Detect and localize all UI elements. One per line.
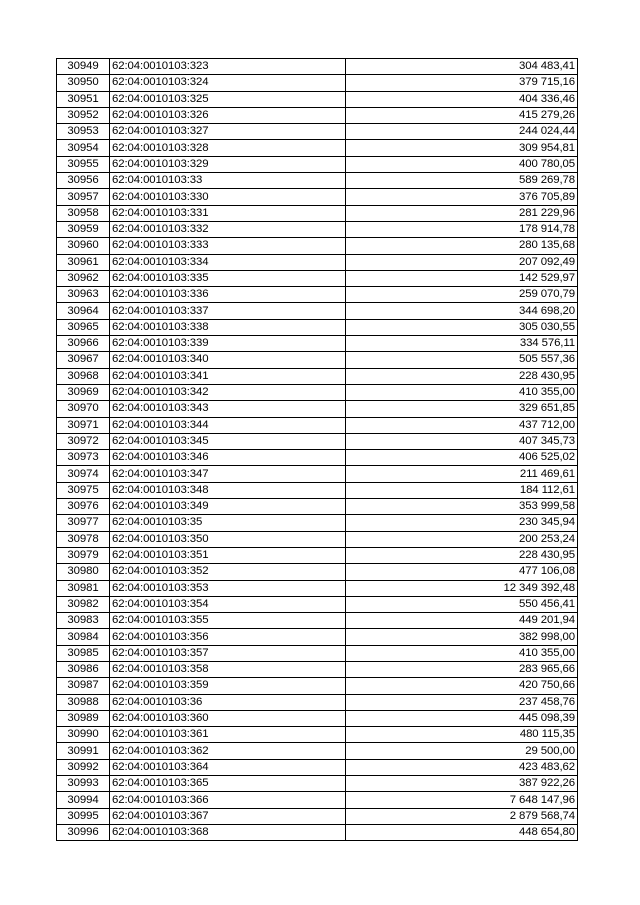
row-number-cell: 30979 bbox=[57, 547, 110, 563]
table-row bbox=[57, 140, 578, 156]
table-row bbox=[57, 384, 578, 400]
row-number-cell: 30972 bbox=[57, 433, 110, 449]
cadastral-value-cell: 415 279,26 bbox=[346, 107, 578, 123]
cadastral-number-cell: 62:04:0010103:362 bbox=[110, 743, 346, 759]
row-number-cell: 30989 bbox=[57, 710, 110, 726]
row-number-cell: 30991 bbox=[57, 743, 110, 759]
cadastral-number-cell: 62:04:0010103:340 bbox=[110, 352, 346, 368]
table-row bbox=[57, 156, 578, 172]
cadastral-number-cell: 62:04:0010103:324 bbox=[110, 75, 346, 91]
cadastral-number-cell: 62:04:0010103:360 bbox=[110, 710, 346, 726]
table-row bbox=[57, 59, 578, 75]
table-row bbox=[57, 515, 578, 531]
table-row bbox=[57, 319, 578, 335]
cadastral-value-cell: 477 106,08 bbox=[346, 564, 578, 580]
row-number-cell: 30950 bbox=[57, 75, 110, 91]
cadastral-number-cell: 62:04:0010103:353 bbox=[110, 580, 346, 596]
row-number-cell: 30964 bbox=[57, 303, 110, 319]
row-number-cell: 30954 bbox=[57, 140, 110, 156]
cadastral-value-cell: 448 654,80 bbox=[346, 824, 578, 840]
cadastral-number-cell: 62:04:0010103:358 bbox=[110, 661, 346, 677]
cadastral-value-cell: 449 201,94 bbox=[346, 613, 578, 629]
cadastral-number-cell: 62:04:0010103:354 bbox=[110, 596, 346, 612]
table-row bbox=[57, 352, 578, 368]
row-number-cell: 30958 bbox=[57, 205, 110, 221]
row-number-cell: 30970 bbox=[57, 401, 110, 417]
cadastral-number-cell: 62:04:0010103:350 bbox=[110, 531, 346, 547]
cadastral-number-cell: 62:04:0010103:341 bbox=[110, 368, 346, 384]
cadastral-value-cell: 410 355,00 bbox=[346, 645, 578, 661]
cadastral-number-cell: 62:04:0010103:328 bbox=[110, 140, 346, 156]
table-row bbox=[57, 727, 578, 743]
row-number-cell: 30984 bbox=[57, 629, 110, 645]
cadastral-value-table bbox=[56, 58, 578, 841]
table-row bbox=[57, 221, 578, 237]
table-row bbox=[57, 270, 578, 286]
cadastral-value-cell: 178 914,78 bbox=[346, 221, 578, 237]
cadastral-value-cell: 280 135,68 bbox=[346, 238, 578, 254]
table-row bbox=[57, 189, 578, 205]
cadastral-number-cell: 62:04:0010103:352 bbox=[110, 564, 346, 580]
cadastral-value-cell: 237 458,76 bbox=[346, 694, 578, 710]
row-number-cell: 30949 bbox=[57, 59, 110, 75]
table-row bbox=[57, 710, 578, 726]
table-row bbox=[57, 808, 578, 824]
row-number-cell: 30986 bbox=[57, 661, 110, 677]
cadastral-value-cell: 304 483,41 bbox=[346, 59, 578, 75]
row-number-cell: 30973 bbox=[57, 450, 110, 466]
cadastral-value-cell: 382 998,00 bbox=[346, 629, 578, 645]
row-number-cell: 30969 bbox=[57, 384, 110, 400]
row-number-cell: 30959 bbox=[57, 221, 110, 237]
cadastral-number-cell: 62:04:0010103:361 bbox=[110, 727, 346, 743]
row-number-cell: 30994 bbox=[57, 792, 110, 808]
row-number-cell: 30974 bbox=[57, 466, 110, 482]
cadastral-number-cell: 62:04:0010103:357 bbox=[110, 645, 346, 661]
row-number-cell: 30990 bbox=[57, 727, 110, 743]
cadastral-value-cell: 305 030,55 bbox=[346, 319, 578, 335]
row-number-cell: 30952 bbox=[57, 107, 110, 123]
cadastral-number-cell: 62:04:0010103:36 bbox=[110, 694, 346, 710]
table-row bbox=[57, 596, 578, 612]
table-row bbox=[57, 743, 578, 759]
row-number-cell: 30953 bbox=[57, 124, 110, 140]
table-row bbox=[57, 694, 578, 710]
cadastral-value-cell: 445 098,39 bbox=[346, 710, 578, 726]
table-row bbox=[57, 91, 578, 107]
table-row bbox=[57, 417, 578, 433]
cadastral-value-cell: 376 705,89 bbox=[346, 189, 578, 205]
cadastral-number-cell: 62:04:0010103:365 bbox=[110, 776, 346, 792]
cadastral-value-cell: 207 092,49 bbox=[346, 254, 578, 270]
cadastral-number-cell: 62:04:0010103:343 bbox=[110, 401, 346, 417]
cadastral-value-cell: 12 349 392,48 bbox=[346, 580, 578, 596]
row-number-cell: 30988 bbox=[57, 694, 110, 710]
cadastral-number-cell: 62:04:0010103:325 bbox=[110, 91, 346, 107]
cadastral-value-cell: 589 269,78 bbox=[346, 173, 578, 189]
row-number-cell: 30980 bbox=[57, 564, 110, 580]
row-number-cell: 30977 bbox=[57, 515, 110, 531]
cadastral-number-cell: 62:04:0010103:359 bbox=[110, 678, 346, 694]
row-number-cell: 30955 bbox=[57, 156, 110, 172]
cadastral-number-cell: 62:04:0010103:348 bbox=[110, 482, 346, 498]
cadastral-value-cell: 329 651,85 bbox=[346, 401, 578, 417]
table-row bbox=[57, 776, 578, 792]
cadastral-number-cell: 62:04:0010103:334 bbox=[110, 254, 346, 270]
cadastral-value-cell: 437 712,00 bbox=[346, 417, 578, 433]
table-row bbox=[57, 401, 578, 417]
row-number-cell: 30995 bbox=[57, 808, 110, 824]
table-row bbox=[57, 661, 578, 677]
cadastral-number-cell: 62:04:0010103:336 bbox=[110, 287, 346, 303]
cadastral-number-cell: 62:04:0010103:35 bbox=[110, 515, 346, 531]
cadastral-value-cell: 387 922,26 bbox=[346, 776, 578, 792]
table-row bbox=[57, 303, 578, 319]
cadastral-value-cell: 334 576,11 bbox=[346, 336, 578, 352]
table-row bbox=[57, 336, 578, 352]
cadastral-value-cell: 344 698,20 bbox=[346, 303, 578, 319]
cadastral-value-cell: 230 345,94 bbox=[346, 515, 578, 531]
row-number-cell: 30967 bbox=[57, 352, 110, 368]
cadastral-value-cell: 184 112,61 bbox=[346, 482, 578, 498]
cadastral-value-cell: 379 715,16 bbox=[346, 75, 578, 91]
cadastral-value-cell: 407 345,73 bbox=[346, 433, 578, 449]
cadastral-number-cell: 62:04:0010103:337 bbox=[110, 303, 346, 319]
row-number-cell: 30993 bbox=[57, 776, 110, 792]
cadastral-number-cell: 62:04:0010103:346 bbox=[110, 450, 346, 466]
table-row bbox=[57, 466, 578, 482]
table-row bbox=[57, 564, 578, 580]
cadastral-value-cell: 244 024,44 bbox=[346, 124, 578, 140]
cadastral-number-cell: 62:04:0010103:349 bbox=[110, 499, 346, 515]
row-number-cell: 30951 bbox=[57, 91, 110, 107]
cadastral-value-cell: 400 780,05 bbox=[346, 156, 578, 172]
row-number-cell: 30976 bbox=[57, 499, 110, 515]
row-number-cell: 30975 bbox=[57, 482, 110, 498]
row-number-cell: 30996 bbox=[57, 824, 110, 840]
row-number-cell: 30963 bbox=[57, 287, 110, 303]
cadastral-number-cell: 62:04:0010103:323 bbox=[110, 59, 346, 75]
cadastral-value-cell: 423 483,62 bbox=[346, 759, 578, 775]
cadastral-value-cell: 480 115,35 bbox=[346, 727, 578, 743]
row-number-cell: 30968 bbox=[57, 368, 110, 384]
table-row bbox=[57, 205, 578, 221]
row-number-cell: 30971 bbox=[57, 417, 110, 433]
cadastral-number-cell: 62:04:0010103:33 bbox=[110, 173, 346, 189]
cadastral-number-cell: 62:04:0010103:333 bbox=[110, 238, 346, 254]
cadastral-number-cell: 62:04:0010103:329 bbox=[110, 156, 346, 172]
row-number-cell: 30992 bbox=[57, 759, 110, 775]
table-row bbox=[57, 173, 578, 189]
cadastral-number-cell: 62:04:0010103:339 bbox=[110, 336, 346, 352]
row-number-cell: 30956 bbox=[57, 173, 110, 189]
table-row bbox=[57, 238, 578, 254]
table-row bbox=[57, 645, 578, 661]
cadastral-value-cell: 281 229,96 bbox=[346, 205, 578, 221]
cadastral-number-cell: 62:04:0010103:351 bbox=[110, 547, 346, 563]
row-number-cell: 30962 bbox=[57, 270, 110, 286]
cadastral-number-cell: 62:04:0010103:338 bbox=[110, 319, 346, 335]
table-row bbox=[57, 580, 578, 596]
cadastral-number-cell: 62:04:0010103:347 bbox=[110, 466, 346, 482]
cadastral-number-cell: 62:04:0010103:327 bbox=[110, 124, 346, 140]
cadastral-number-cell: 62:04:0010103:326 bbox=[110, 107, 346, 123]
table-row bbox=[57, 531, 578, 547]
table-row bbox=[57, 75, 578, 91]
table-row bbox=[57, 450, 578, 466]
cadastral-number-cell: 62:04:0010103:366 bbox=[110, 792, 346, 808]
row-number-cell: 30982 bbox=[57, 596, 110, 612]
cadastral-number-cell: 62:04:0010103:335 bbox=[110, 270, 346, 286]
cadastral-number-cell: 62:04:0010103:368 bbox=[110, 824, 346, 840]
cadastral-value-cell: 228 430,95 bbox=[346, 547, 578, 563]
cadastral-value-cell: 550 456,41 bbox=[346, 596, 578, 612]
row-number-cell: 30961 bbox=[57, 254, 110, 270]
cadastral-value-cell: 228 430,95 bbox=[346, 368, 578, 384]
table-row bbox=[57, 499, 578, 515]
cadastral-value-cell: 505 557,36 bbox=[346, 352, 578, 368]
cadastral-number-cell: 62:04:0010103:367 bbox=[110, 808, 346, 824]
row-number-cell: 30981 bbox=[57, 580, 110, 596]
cadastral-value-cell: 410 355,00 bbox=[346, 384, 578, 400]
table-row bbox=[57, 107, 578, 123]
cadastral-number-cell: 62:04:0010103:332 bbox=[110, 221, 346, 237]
table-row bbox=[57, 613, 578, 629]
cadastral-number-cell: 62:04:0010103:330 bbox=[110, 189, 346, 205]
table-row bbox=[57, 792, 578, 808]
cadastral-number-cell: 62:04:0010103:364 bbox=[110, 759, 346, 775]
row-number-cell: 30965 bbox=[57, 319, 110, 335]
table-row bbox=[57, 759, 578, 775]
table-row bbox=[57, 124, 578, 140]
cadastral-value-cell: 2 879 568,74 bbox=[346, 808, 578, 824]
cadastral-number-cell: 62:04:0010103:344 bbox=[110, 417, 346, 433]
cadastral-number-cell: 62:04:0010103:342 bbox=[110, 384, 346, 400]
table-row bbox=[57, 482, 578, 498]
cadastral-number-cell: 62:04:0010103:355 bbox=[110, 613, 346, 629]
cadastral-number-cell: 62:04:0010103:356 bbox=[110, 629, 346, 645]
row-number-cell: 30966 bbox=[57, 336, 110, 352]
cadastral-value-cell: 211 469,61 bbox=[346, 466, 578, 482]
cadastral-value-cell: 200 253,24 bbox=[346, 531, 578, 547]
cadastral-number-cell: 62:04:0010103:345 bbox=[110, 433, 346, 449]
table-row bbox=[57, 547, 578, 563]
table-row bbox=[57, 824, 578, 840]
cadastral-number-cell: 62:04:0010103:331 bbox=[110, 205, 346, 221]
cadastral-value-cell: 283 965,66 bbox=[346, 661, 578, 677]
row-number-cell: 30957 bbox=[57, 189, 110, 205]
row-number-cell: 30987 bbox=[57, 678, 110, 694]
cadastral-value-cell: 309 954,81 bbox=[346, 140, 578, 156]
cadastral-value-cell: 142 529,97 bbox=[346, 270, 578, 286]
row-number-cell: 30978 bbox=[57, 531, 110, 547]
table-row bbox=[57, 254, 578, 270]
table-row bbox=[57, 629, 578, 645]
cadastral-value-cell: 259 070,79 bbox=[346, 287, 578, 303]
cadastral-value-cell: 29 500,00 bbox=[346, 743, 578, 759]
table-row bbox=[57, 678, 578, 694]
row-number-cell: 30985 bbox=[57, 645, 110, 661]
table-row bbox=[57, 368, 578, 384]
table-row bbox=[57, 287, 578, 303]
cadastral-value-cell: 420 750,66 bbox=[346, 678, 578, 694]
row-number-cell: 30983 bbox=[57, 613, 110, 629]
cadastral-value-cell: 353 999,58 bbox=[346, 499, 578, 515]
row-number-cell: 30960 bbox=[57, 238, 110, 254]
table-row bbox=[57, 433, 578, 449]
cadastral-value-cell: 7 648 147,96 bbox=[346, 792, 578, 808]
cadastral-value-cell: 406 525,02 bbox=[346, 450, 578, 466]
table-body bbox=[57, 59, 578, 841]
cadastral-value-cell: 404 336,46 bbox=[346, 91, 578, 107]
